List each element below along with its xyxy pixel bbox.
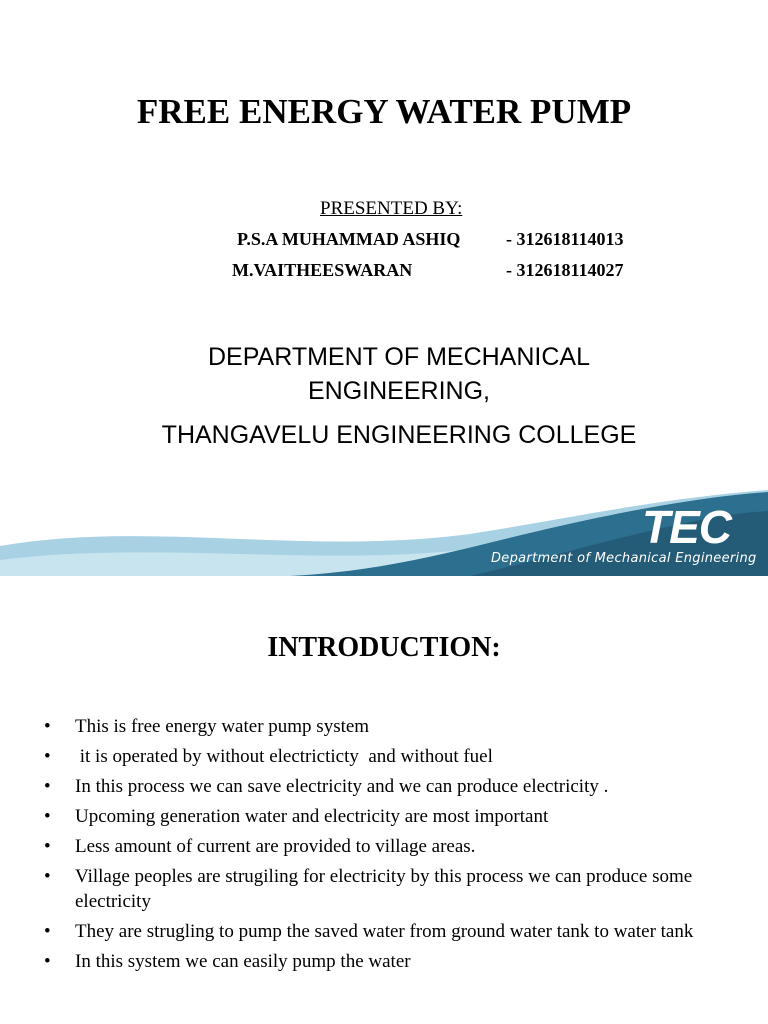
bullet-text: Upcoming generation water and electricity are most important xyxy=(75,806,549,827)
bullet-text: Less amount of current are provided to village areas. xyxy=(75,836,476,857)
presenter-1-id: - 312618114013 xyxy=(506,229,624,249)
introduction-slide xyxy=(0,584,768,1024)
bullet-icon: • xyxy=(44,951,51,972)
bullet-icon: • xyxy=(44,716,51,737)
list-item xyxy=(44,774,734,799)
bullet-text: In this system we can easily pump the water xyxy=(75,951,411,972)
list-item xyxy=(44,864,734,914)
tec-logo: TEC xyxy=(642,501,731,553)
bullet-text: Village peoples are strugiling for electricity by this process we can produce some electricity xyxy=(75,866,693,912)
presenter-2-id: - 312618114027 xyxy=(506,260,624,280)
presenter-1-name: P.S.A MUHAMMAD ASHIQ xyxy=(237,229,461,249)
list-item xyxy=(44,834,734,859)
bullet-icon: • xyxy=(44,921,51,942)
presented-by-label: PRESENTED BY: xyxy=(320,198,463,219)
bullet-list xyxy=(44,714,734,979)
bullet-text: They are strugling to pump the saved water from ground water tank to water tank xyxy=(75,921,694,942)
bullet-text: In this process we can save electricity and we can produce electricity . xyxy=(75,776,609,797)
list-item xyxy=(44,804,734,829)
bullet-icon: • xyxy=(44,746,51,767)
college-name: THANGAVELU ENGINEERING COLLEGE xyxy=(161,421,637,449)
bullet-icon: • xyxy=(44,866,51,887)
bullet-icon: • xyxy=(44,776,51,797)
bullet-icon: • xyxy=(44,806,51,827)
slide-separator xyxy=(0,576,768,584)
department-line-2: ENGINEERING, xyxy=(308,377,490,405)
bullet-icon: • xyxy=(44,836,51,857)
banner-tagline: Department of Mechanical Engineering xyxy=(491,551,757,566)
list-item xyxy=(44,949,734,974)
bullet-text: it is operated by without electricticty and without fuel xyxy=(75,746,493,767)
presenter-2-name: M.VAITHEESWARAN xyxy=(232,260,413,280)
list-item xyxy=(44,744,734,769)
slide-title: INTRODUCTION: xyxy=(267,632,501,663)
slide-title: FREE ENERGY WATER PUMP xyxy=(136,92,632,131)
list-item xyxy=(44,714,734,739)
department-line-1: DEPARTMENT OF MECHANICAL xyxy=(208,343,590,371)
bullet-text: This is free energy water pump system xyxy=(75,716,370,737)
list-item xyxy=(44,919,734,944)
